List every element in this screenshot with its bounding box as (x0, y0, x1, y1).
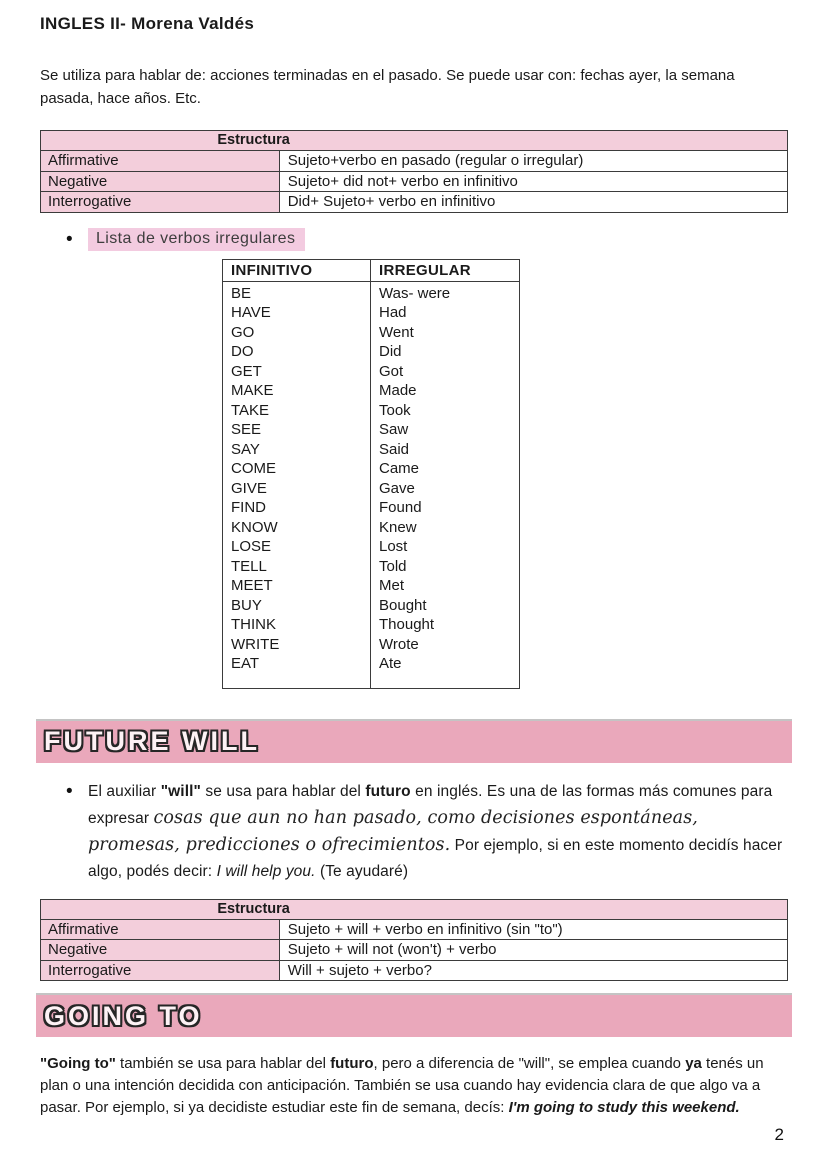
row-label: Affirmative (41, 151, 280, 171)
text-segment-bold: futuro (330, 1055, 374, 1072)
text-segment-bold: ya (685, 1055, 702, 1072)
verb-irregular: Told (379, 557, 407, 575)
verb-irregular: Took (379, 401, 411, 419)
row-value: Sujeto+ did not+ verbo en infinitivo (287, 172, 518, 190)
verb-irregular: Found (379, 499, 422, 516)
row-label: Negative (41, 172, 280, 192)
future-will-paragraph-text (88, 779, 788, 885)
verb-irregular: Knew (379, 518, 417, 536)
text-segment-cursive: cosas que aun no han pasado, como decisiones espontáneas, promesas, predicciones o ofrecimientos. (88, 807, 698, 855)
verb-irregular: Said (379, 440, 410, 458)
going-to-heading: GOING TO (44, 1000, 203, 1031)
verb-infinitive: GIVE (231, 479, 267, 497)
structure-table-will (40, 899, 788, 982)
verb-irregular: Had (379, 304, 407, 321)
verb-irregular: Met (379, 577, 405, 594)
verb-irregular: Made (379, 382, 417, 399)
irregular-verbs-bullet-line (40, 228, 788, 251)
text-segment-italic: I will help you. (216, 862, 316, 880)
verb-infinitive: GO (231, 323, 255, 341)
verb-infinitive: KNOW (231, 518, 278, 536)
verb-irregular: Gave (379, 479, 415, 497)
verb-irregular: Saw (379, 421, 409, 438)
text-segment-bold-italic: I'm going to study this weekend. (508, 1099, 740, 1116)
text-segment-bold: "Going to" (40, 1055, 116, 1072)
irregular-verbs-table (222, 259, 520, 689)
table-row-interrogative (41, 192, 787, 212)
page-number: 2 (774, 1125, 784, 1144)
row-value: Will + sujeto + verbo? (287, 961, 432, 979)
verb-infinitive: HAVE (231, 304, 271, 321)
text-segment: (Te ayudaré) (315, 862, 409, 880)
table-row-negative (41, 172, 787, 193)
verb-infinitive: BE (231, 284, 252, 302)
verb-column-infinitive (223, 282, 371, 688)
verb-column-irregular (371, 282, 519, 688)
text-segment: también se usa para hablar del (115, 1055, 331, 1072)
text-segment-bold: "will" (160, 782, 201, 800)
verb-infinitive: MEET (231, 577, 273, 594)
verb-infinitive: DO (231, 343, 254, 360)
text-segment: tenés un plan o una intención decidida con anticipación. También se usa cuando hay evidencia clara de que algo va a pasar. Por ejemplo, si ya decidiste estudiar este fin de semana, decís: (40, 1055, 764, 1116)
row-label: Interrogative (41, 961, 280, 981)
verb-irregular: Came (379, 460, 420, 477)
text-segment-bold: futuro (365, 782, 411, 800)
verb-irregular: Wrote (379, 635, 419, 653)
intro-paragraph: Se utiliza para hablar de: acciones terminadas en el pasado. Se puede usar con: fechas ayer, la semana pasada, hace años. Etc. (40, 67, 735, 107)
bullet-icon: • (66, 228, 73, 250)
verb-infinitive: GET (231, 362, 262, 380)
text-segment: en inglés. Es una de las formas más comunes para expresar (88, 782, 773, 827)
verb-infinitive: LOSE (231, 538, 272, 555)
verb-infinitive: TAKE (231, 401, 270, 419)
structure-table-past-header (41, 131, 787, 151)
verb-infinitive: WRITE (231, 635, 280, 653)
verb-infinitive: BUY (231, 596, 262, 614)
row-value: Sujeto+verbo en pasado (regular o irregular) (287, 152, 584, 169)
verb-irregular: Got (379, 362, 404, 380)
text-segment: Por ejemplo, si en este momento decidís hacer algo, podés decir: (88, 836, 783, 880)
row-label: Negative (41, 940, 280, 960)
verb-irregular: Bought (379, 596, 427, 614)
bullet-icon: • (66, 780, 73, 802)
verb-infinitive: COME (231, 460, 276, 477)
irregular-verbs-table-header (223, 260, 519, 282)
verb-infinitive: EAT (231, 655, 260, 672)
future-will-heading: FUTURE WILL (44, 726, 260, 756)
row-label: Affirmative (41, 920, 280, 940)
text-segment: El auxiliar (88, 782, 161, 800)
verb-irregular: Ate (379, 655, 402, 672)
irregular-verbs-table-body (223, 282, 519, 688)
structure-table-will-header (41, 900, 787, 920)
future-will-paragraph (40, 779, 788, 885)
row-value: Sujeto + will + verbo en infinitivo (sin "to") (287, 920, 563, 938)
verb-irregular: Thought (379, 616, 435, 633)
verb-infinitive: TELL (231, 557, 267, 575)
column-header-infinitive: INFINITIVO (223, 260, 371, 281)
verb-infinitive: SAY (231, 440, 260, 458)
verb-irregular: Was- were (379, 284, 451, 302)
verb-irregular: Went (379, 323, 414, 341)
verb-irregular: Lost (379, 538, 408, 555)
table-row-interrogative (41, 961, 787, 981)
going-to-banner (36, 993, 792, 1037)
verb-infinitive: SEE (231, 421, 262, 438)
structure-table-will-title: Estructura (217, 900, 290, 917)
table-row-negative (41, 940, 787, 961)
row-label: Interrogative (41, 192, 280, 212)
table-row-affirmative (41, 920, 787, 941)
row-value: Did+ Sujeto+ verbo en infinitivo (287, 193, 496, 210)
structure-table-past-title: Estructura (217, 132, 290, 148)
page-title: INGLES II- Morena Valdés (40, 14, 255, 33)
future-will-banner (36, 719, 792, 763)
structure-table-past (40, 130, 788, 213)
verb-infinitive: THINK (231, 616, 276, 633)
text-segment: se usa para hablar del (200, 782, 366, 800)
verb-infinitive: FIND (231, 499, 266, 516)
verb-irregular: Did (379, 343, 402, 360)
row-value: Sujeto + will not (won't) + verbo (287, 941, 497, 958)
verb-infinitive: MAKE (231, 382, 274, 399)
column-header-irregular: IRREGULAR (379, 261, 471, 279)
text-segment: , pero a diferencia de "will", se emplea cuando (373, 1055, 686, 1072)
table-row-affirmative (41, 151, 787, 172)
going-to-paragraph (40, 1053, 788, 1119)
irregular-verbs-label: Lista de verbos irregulares (88, 228, 305, 251)
